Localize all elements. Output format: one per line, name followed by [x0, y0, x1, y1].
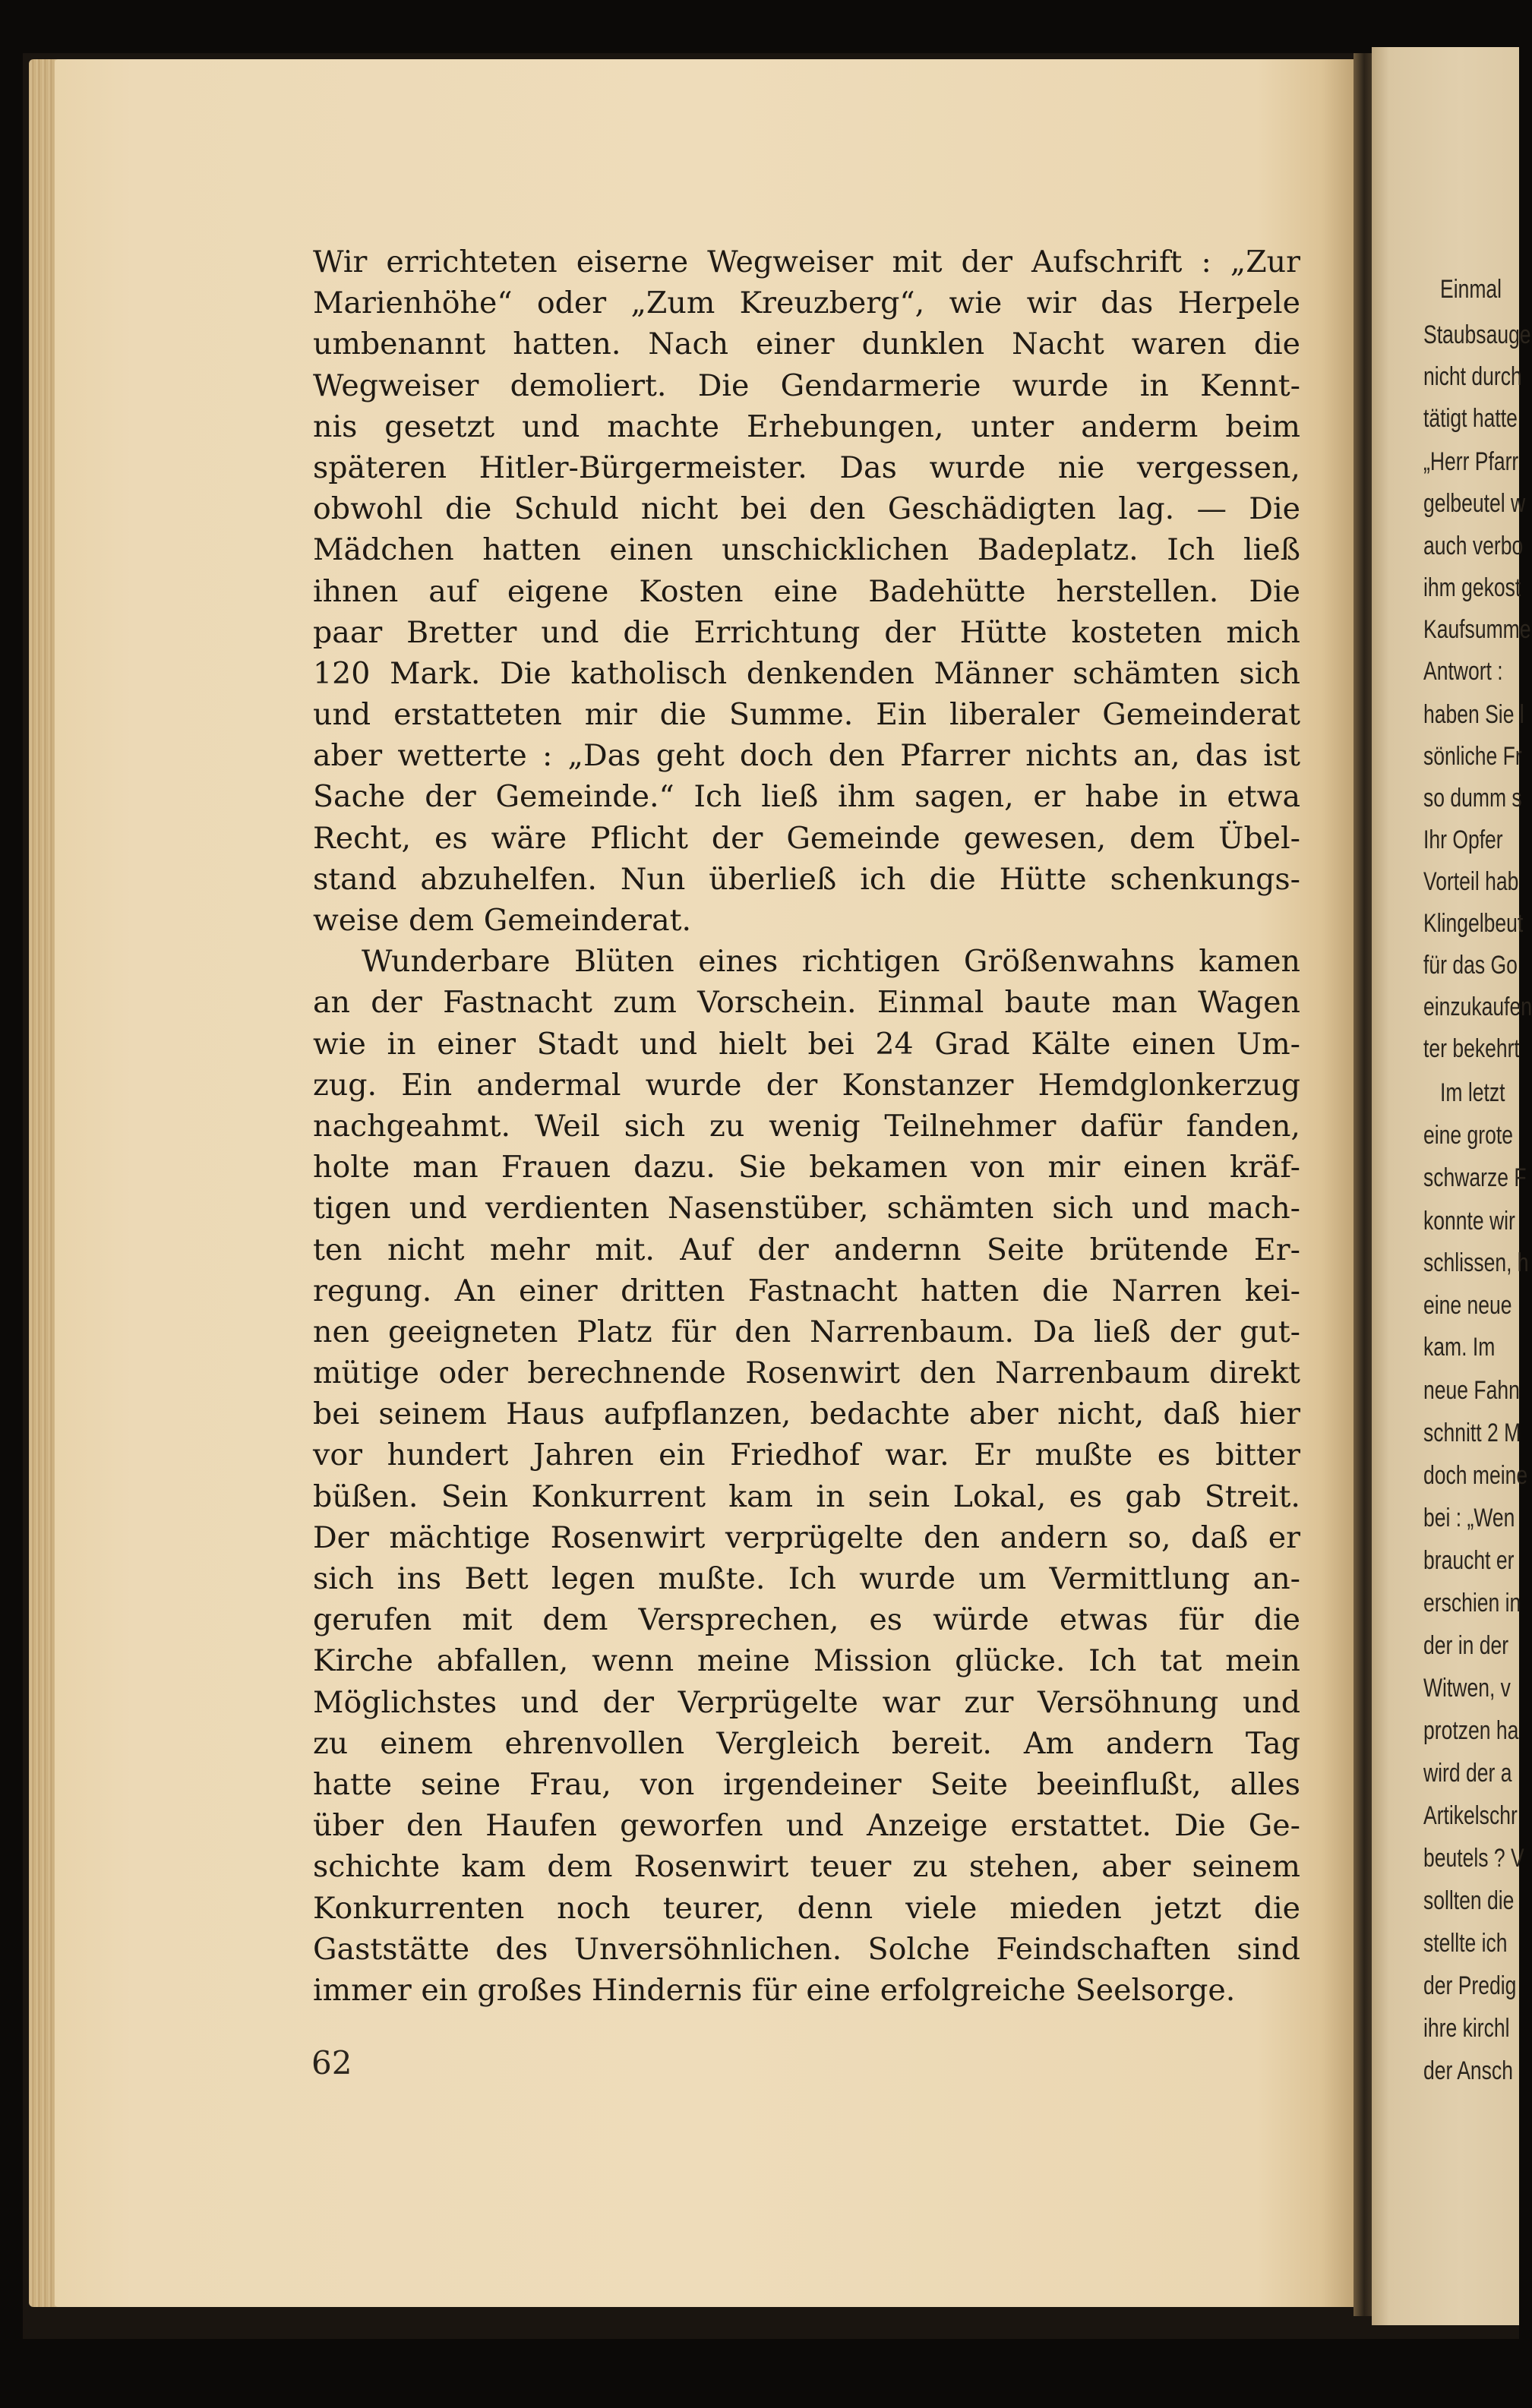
- right-page-line: stellte ich: [1423, 1929, 1508, 1958]
- text-line: regung. An einer dritten Fastnacht hatten die Narren kei-: [313, 1273, 1300, 1308]
- text-line: 120 Mark. Die katholisch denkenden Männer schämten sich: [313, 655, 1300, 691]
- right-page-line: der Ansch: [1423, 2056, 1513, 2085]
- right-page-line: konnte wir: [1423, 1207, 1515, 1236]
- right-page-line: kam. Im: [1423, 1333, 1496, 1362]
- right-page: [1372, 47, 1532, 2325]
- right-page-line: eine neue: [1423, 1291, 1512, 1320]
- right-page-line: der in der: [1423, 1631, 1509, 1660]
- text-line: zu einem ehrenvollen Vergleich bereit. Am andern Tag: [313, 1725, 1300, 1761]
- text-line: Marienhöhe“ oder „Zum Kreuzberg“, wie wir das Herpele: [313, 286, 1300, 321]
- text-line: Recht, es wäre Pflicht der Gemeinde gewesen, dem Übel-: [313, 820, 1300, 856]
- text-line: weise dem Gemeinderat.: [313, 903, 692, 938]
- text-line: schichte kam dem Rosenwirt teuer zu stehen, aber seinem: [313, 1849, 1300, 1885]
- right-page-line: „Herr Pfarr: [1423, 447, 1519, 476]
- text-line: umbenannt hatten. Nach einer dunklen Nacht waren die: [313, 327, 1300, 362]
- right-page-line: erschien in: [1423, 1589, 1521, 1617]
- right-page-line: neue Fahn: [1423, 1376, 1520, 1405]
- right-page-line: tätigt hatte: [1423, 404, 1518, 433]
- right-page-line: Staubsauge: [1423, 320, 1531, 349]
- body-text: [313, 241, 1300, 2011]
- right-page-line: schwarze F: [1423, 1163, 1527, 1192]
- text-line: hatte seine Frau, von irgendeiner Seite beeinflußt, alles: [313, 1766, 1300, 1802]
- right-page-line: Artikelschr: [1423, 1801, 1518, 1830]
- right-page-line: einzukaufen: [1423, 993, 1532, 1021]
- text-line: an der Fastnacht zum Vorschein. Einmal baute man Wagen: [313, 985, 1300, 1021]
- right-page-line: ter bekehrt: [1423, 1034, 1520, 1063]
- right-page-line: doch meine: [1423, 1461, 1528, 1490]
- text-line: über den Haufen geworfen und Anzeige erstattet. Die Ge-: [313, 1808, 1300, 1844]
- text-line: obwohl die Schuld nicht bei den Geschädigten lag. — Die: [313, 491, 1300, 527]
- text-line: Mädchen hatten einen unschicklichen Badeplatz. Ich ließ: [313, 532, 1300, 568]
- text-line: Konkurrenten noch teurer, denn viele mieden jetzt die: [313, 1890, 1300, 1926]
- text-line: gerufen mit dem Versprechen, es würde etwas für die: [313, 1602, 1300, 1638]
- text-line: zug. Ein andermal wurde der Konstanzer Hemdglonkerzug: [313, 1067, 1300, 1103]
- right-page-line: gelbeutel w: [1423, 489, 1526, 518]
- right-page-line: sönliche Fr: [1423, 742, 1522, 771]
- text-line: wie in einer Stadt und hielt bei 24 Grad Kälte einen Um-: [313, 1026, 1300, 1062]
- right-page-line: Antwort :: [1423, 657, 1503, 686]
- right-page-line: auch verbo: [1423, 532, 1524, 560]
- text-line: späteren Hitler-Bürgermeister. Das wurde nie vergessen,: [313, 450, 1300, 485]
- text-line: bei seinem Haus aufpflanzen, bedachte aber nicht, daß hier: [313, 1397, 1300, 1432]
- right-page-line: nicht durch: [1423, 362, 1522, 391]
- text-line: Gaststätte des Unversöhnlichen. Solche Feindschaften sind: [313, 1931, 1300, 1967]
- text-line: mütige oder berechnende Rosenwirt den Narrenbaum direkt: [313, 1355, 1300, 1391]
- right-page-line: eine grote: [1423, 1121, 1513, 1150]
- text-line: vor hundert Jahren ein Friedhof war. Er mußte es bitter: [313, 1438, 1300, 1473]
- right-page-line: so dumm s: [1423, 784, 1522, 813]
- right-page-line: braucht er: [1423, 1546, 1515, 1575]
- text-line: paar Bretter und die Errichtung der Hütte kosteten mich: [313, 614, 1300, 650]
- text-line: Der mächtige Rosenwirt verprügelte den andern so, daß er: [313, 1520, 1300, 1555]
- right-page-line: schnitt 2 M: [1423, 1419, 1521, 1447]
- text-line: Wunderbare Blüten eines richtigen Größenwahns kamen: [362, 944, 1300, 980]
- text-line: büßen. Sein Konkurrent kam in sein Lokal, es gab Streit.: [313, 1479, 1300, 1514]
- right-page-line: ihre kirchl: [1423, 2014, 1510, 2043]
- text-line: Wir errichteten eiserne Wegweiser mit der Aufschrift : „Zur: [313, 245, 1300, 279]
- right-page-line: Ihr Opfer: [1423, 825, 1503, 854]
- text-line: nen geeigneten Platz für den Narrenbaum. Da ließ der gut-: [313, 1314, 1300, 1349]
- text-line: holte man Frauen dazu. Sie bekamen von mir einen kräf-: [313, 1150, 1300, 1185]
- text-line: ten nicht mehr mit. Auf der andernn Seite brütende Er-: [313, 1232, 1300, 1267]
- page-number: 62: [311, 2044, 352, 2081]
- text-line: sich ins Bett legen mußte. Ich wurde um Vermittlung an-: [313, 1561, 1300, 1596]
- right-page-line: Kaufsumme: [1423, 615, 1531, 644]
- right-page-line: Klingelbeut: [1423, 909, 1524, 938]
- text-line: Kirche abfallen, wenn meine Mission glücke. Ich tat mein: [313, 1643, 1300, 1679]
- right-page-line: wird der a: [1423, 1759, 1512, 1788]
- text-line: und erstatteten mir die Summe. Ein liberaler Gemeinderat: [313, 697, 1300, 733]
- text-line: ihnen auf eigene Kosten eine Badehütte herstellen. Die: [313, 573, 1300, 609]
- text-line: nis gesetzt und machte Erhebungen, unter anderm beim: [313, 409, 1300, 444]
- text-line: Möglichstes und der Verprügelte war zur Versöhnung und: [313, 1684, 1300, 1720]
- right-page-line: beutels ? V: [1423, 1844, 1524, 1873]
- right-page-line: Witwen, v: [1423, 1674, 1511, 1703]
- right-page-line: für das Go: [1423, 951, 1518, 980]
- right-page-line: schlissen, h: [1423, 1248, 1529, 1277]
- right-page-line: bei : „Wen: [1423, 1504, 1515, 1532]
- text-line: tigen und verdienten Nasenstüber, schämten sich und mach-: [313, 1191, 1300, 1226]
- right-page-line: Im letzt: [1440, 1078, 1505, 1107]
- right-page-line: haben Sie l: [1423, 700, 1524, 729]
- text-line: stand abzuhelfen. Nun überließ ich die Hütte schenkungs-: [313, 861, 1300, 897]
- right-page-line: der Predig: [1423, 1971, 1517, 2000]
- right-page-line: protzen ha: [1423, 1716, 1519, 1745]
- right-page-line: ihm gekost: [1423, 573, 1521, 602]
- text-line: Sache der Gemeinde.“ Ich ließ ihm sagen, er habe in etwa: [313, 779, 1300, 815]
- right-page-line: Vorteil hab: [1423, 867, 1519, 896]
- text-line: aber wetterte : „Das geht doch den Pfarrer nichts an, das ist: [313, 738, 1300, 774]
- text-line: immer ein großes Hindernis für eine erfolgreiche Seelsorge.: [313, 1972, 1236, 2008]
- text-line: nachgeahmt. Weil sich zu wenig Teilnehmer dafür fanden,: [313, 1108, 1300, 1144]
- right-page-line: sollten die: [1423, 1886, 1515, 1915]
- right-page-line: Einmal: [1440, 275, 1502, 304]
- text-line: Wegweiser demoliert. Die Gendarmerie wurde in Kennt-: [313, 368, 1300, 403]
